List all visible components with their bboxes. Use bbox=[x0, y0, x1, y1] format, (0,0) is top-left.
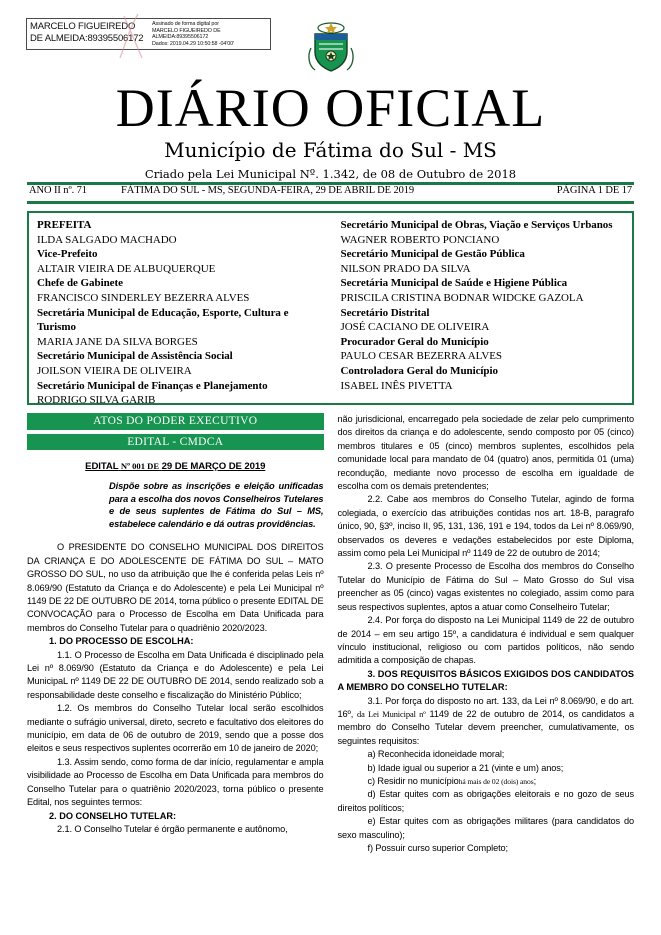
official-person: JOSÉ CACIANO DE OLIVEIRA bbox=[340, 321, 490, 334]
masthead-law-line: Criado pela Lei Municipal Nº. 1.342, de 08 de Outubro de 2018 bbox=[144, 167, 517, 181]
requisito-item-e: e) Estar quites com as obrigações militares (para candidatos do sexo masculino); bbox=[337, 816, 634, 840]
masthead bbox=[0, 80, 661, 182]
official-person: RODRIGO SILVA GARIB bbox=[37, 394, 156, 407]
requisito-item-c-end: ; bbox=[533, 775, 537, 786]
official-person: FRANCISCO SINDERLEY BEZERRA ALVES bbox=[37, 291, 250, 304]
signature-meta-line-3: ALMEIDA:89395506172 bbox=[152, 34, 209, 41]
official-person: ILDA SALGADO MACHADO bbox=[37, 233, 177, 246]
infobar-city-date: FÁTIMA DO SUL - MS, SEGUNDA-FEIRA, 29 DE ABRIL DE 2019 bbox=[121, 185, 415, 196]
official-role: Secretário Municipal de Assistência Social bbox=[37, 350, 233, 363]
requisito-item-b: b) Idade igual ou superior a 21 (vinte e um) anos; bbox=[367, 762, 564, 773]
edital-title-prefix: EDITAL bbox=[85, 461, 119, 472]
official-role: Secretária Municipal de Saúde e Higiene Pública bbox=[340, 277, 568, 290]
edital-title-date: 29 DE MARÇO DE 2019 bbox=[161, 461, 266, 472]
paragraph-3-1-part-c: 1149 de 22 de outubro de 2014, os candidatos a membro do Conselho Tutelar devem preencher, cumulativamente, os seguintes requisitos: bbox=[337, 708, 634, 746]
infobar bbox=[29, 185, 632, 196]
infobar-page-number: PÁGINA 1 DE 17 bbox=[556, 185, 632, 196]
official-role: Secretário Distrital bbox=[340, 306, 430, 319]
requisito-item-a: a) Reconhecida idoneidade moral; bbox=[367, 749, 505, 760]
official-person: MARIA JANE DA SILVA BORGES bbox=[37, 335, 198, 348]
official-person: WAGNER ROBERTO PONCIANO bbox=[340, 233, 500, 246]
official-role: PREFEITA bbox=[37, 219, 92, 231]
official-person: JOILSON VIEIRA DE OLIVEIRA bbox=[37, 364, 192, 377]
paragraph-1-3: 1.3. Assim sendo, como forma de dar início, regulamentar e ampla visibilidade ao Processo de Escolha em Data Unificada para membros do Conselho Tutelar para o quatriênio 2020/2023, torna público o presente Edital, nos seguintes termos: bbox=[27, 756, 324, 808]
official-role: Procurador Geral do Município bbox=[340, 335, 489, 348]
paragraph-2-1: 2.1. O Conselho Tutelar é órgão permanente e autônomo, bbox=[57, 823, 288, 834]
signature-meta-line-4: Dados: 2019.04.29 10:50:58 -04'00' bbox=[152, 40, 234, 47]
official-role: Vice-Prefeito bbox=[37, 248, 98, 261]
paragraph-2-4: 2.4. Por força do disposto na Lei Municipal 1149 de 22 de outubro de 2014 – em seu artigo 15º, a candidatura é individual e sem qualquer vínculo institucional, religioso ou com partidos políticos, não sendo admitida a composição de chapas. bbox=[337, 615, 634, 666]
heading-conselho-tutelar: 2. DO CONSELHO TUTELAR: bbox=[49, 810, 177, 821]
requisito-item-f: f) Possuir curso superior Completo; bbox=[367, 843, 508, 853]
signature-meta-line-2: MARCELO FIGUEIREDO DE bbox=[152, 27, 221, 34]
paragraph-1-2: 1.2. Os membros do Conselho Tutelar local serão escolhidos mediante o sufrágio universal, direto, secreto e facultativo dos eleitores do município, em data de 06 de outubro de 2019, sendo que a posse dos eleitos e seus respectivos suplentes ocorrerão em 10 de janeiro de 2020; bbox=[27, 703, 324, 754]
paragraph-3-1 bbox=[338, 695, 635, 749]
official-role: Secretário Municipal de Obras, Viação e Serviços Urbanos bbox=[340, 219, 613, 231]
official-person: PRISCILA CRISTINA BODNAR WIDCKE GAZOLA bbox=[340, 291, 584, 304]
masthead-subtitle: Município de Fátima do Sul - MS bbox=[164, 138, 497, 162]
section-bar-executive: ATOS DO PODER EXECUTIVO bbox=[27, 413, 324, 430]
heading-requisitos-basicos: 3. DOS REQUISITOS BÁSICOS EXIGIDOS DOS CANDIDATOS A MEMBRO DO CONSELHO TUTELAR: bbox=[337, 668, 634, 693]
requisito-item-c-small: há mais de 02 (dois) anos bbox=[458, 776, 534, 786]
official-role: Secretária Municipal de Educação, Esporte, Cultura e Turismo bbox=[37, 306, 289, 334]
officials-column-right bbox=[331, 213, 633, 403]
paragraph-2-2: 2.2. Cabe aos membros do Conselho Tutelar, agindo de forma colegiada, o exercício das atribuições contidas nos art. 18-B, paragrafo único, 90, §3º, inciso II, 95, 131, 136, 191 e 194, todos da Lei nº 8.069/90, observados os deveres e vedações estabelecidos por este Diploma, assim como pela Lei Municipal nº 1149 de 22 de outubro de 2014; bbox=[337, 494, 634, 559]
edital-ementa: Dispõe sobre as inscrições e eleição unificadas para a escolha dos novos Conselheiros Tutelares e de seus suplentes de Fátima do Sul – MS, estabelece calendário e dá outras providências. bbox=[109, 481, 324, 529]
requisito-item-c-main: c) Residir no município bbox=[367, 775, 459, 786]
paragraph-2-3: 2.3. O presente Processo de Escolha dos membros do Conselho Tutelar do Município de Fátima do Sul – Mato Grosso do Sul visa preencher as 05 (cinco) vagas existentes no colegiado, assim como para seus respectivos suplentes, aptos a atuar como Conselheiro Tutelar; bbox=[337, 561, 634, 612]
edital-title-number: Nº 001 DE bbox=[120, 461, 160, 471]
official-role: Secretário Municipal de Gestão Pública bbox=[340, 248, 525, 261]
page-title: DIÁRIO OFICIAL bbox=[115, 78, 546, 138]
paragraph-3-1-part-a: 3.1. Por força do disposto no art. 133, da Lei nº 8.069/90, e do art. 16º, bbox=[337, 695, 634, 719]
official-person: PAULO CESAR BEZERRA ALVES bbox=[340, 350, 502, 363]
officials-column-left bbox=[29, 213, 331, 407]
paragraph-2-1-cont: não jurisdicional, encarregado pela sociedade de zelar pelo cumprimento dos direitos da criança e do adolescente, sendo composto por 05 (cinco) membros titulares e 05 (cinco) membros suplentes, escolhidos pela comunidade local para mandato de 04 (quatro) anos, permitida 01 (uma) recondução, mediante novo processo de escolha em igualdade de escolha com os demais pretendentes; bbox=[337, 414, 634, 492]
infobar-ano: ANO II nº. 71 bbox=[29, 185, 87, 196]
officials-box bbox=[27, 211, 634, 405]
official-person: NILSON PRADO DA SILVA bbox=[340, 262, 471, 275]
official-role: Controladora Geral do Município bbox=[340, 364, 498, 377]
edital-title bbox=[27, 461, 324, 472]
official-role: Secretário Municipal de Finanças e Planejamento bbox=[37, 379, 268, 392]
body-columns bbox=[27, 413, 634, 925]
official-role: Chefe de Gabinete bbox=[37, 277, 123, 290]
requisito-item-c bbox=[338, 775, 635, 788]
paragraph-presidente: O PRESIDENTE DO CONSELHO MUNICIPAL DOS DIREITOS DA CRIANÇA E DO ADOLESCENTE DE FÁTIMA DO SUL – MATO GROSSO DO SUL, no uso da atribuição que lhe é conferida pelas Leis nº 8.069/90 (Estatuto da Criança e do Adolescente) e pela Lei Municipal nº 1149 DE 22 DE OUTUBRO DE 2014, torna público o presente EDITAL DE CONVOCAÇÃO para o Processo de Escolha em Data Unificada para membros do Conselho Tutelar para o quadriênio 2020/2023. bbox=[27, 542, 324, 633]
infobar-bottom-rule bbox=[27, 201, 634, 204]
requisito-item-d: d) Estar quites com as obrigações eleitorais e no gozo de seus direitos políticos; bbox=[337, 789, 634, 813]
official-person: ISABEL INÊS PIVETTA bbox=[340, 379, 453, 392]
section-bar-edital: EDITAL - CMDCA bbox=[27, 434, 324, 451]
signature-name: MARCELO FIGUEIREDO DE ALMEIDA:89395506172 bbox=[30, 21, 144, 44]
signature-meta-line-1: Assinado de forma digital por bbox=[152, 21, 219, 27]
signature-metadata bbox=[148, 21, 268, 47]
paragraph-1-1: 1.1. O Processo de Escolha em Data Unificada é disciplinado pela Lei nº 8.069/90 (Estatuto da Criança e do Adolescente) e pela Lei MunicipaL nº 1149 DE 22 DE OUTUBRO DE 2014, sendo realizado sob a responsabilidade deste conselho e fiscalização do Ministério Público; bbox=[27, 649, 324, 700]
digital-signature-box bbox=[26, 18, 271, 50]
official-person: ALTAIR VIEIRA DE ALBUQUERQUE bbox=[37, 262, 216, 275]
paragraph-3-1-part-b: da Lei Municipal nº bbox=[357, 709, 426, 719]
coat-of-arms-icon bbox=[305, 18, 357, 74]
heading-processo-escolha: 1. DO PROCESSO DE ESCOLHA: bbox=[49, 636, 194, 647]
body-column-left bbox=[27, 413, 324, 925]
body-column-right bbox=[338, 413, 635, 925]
